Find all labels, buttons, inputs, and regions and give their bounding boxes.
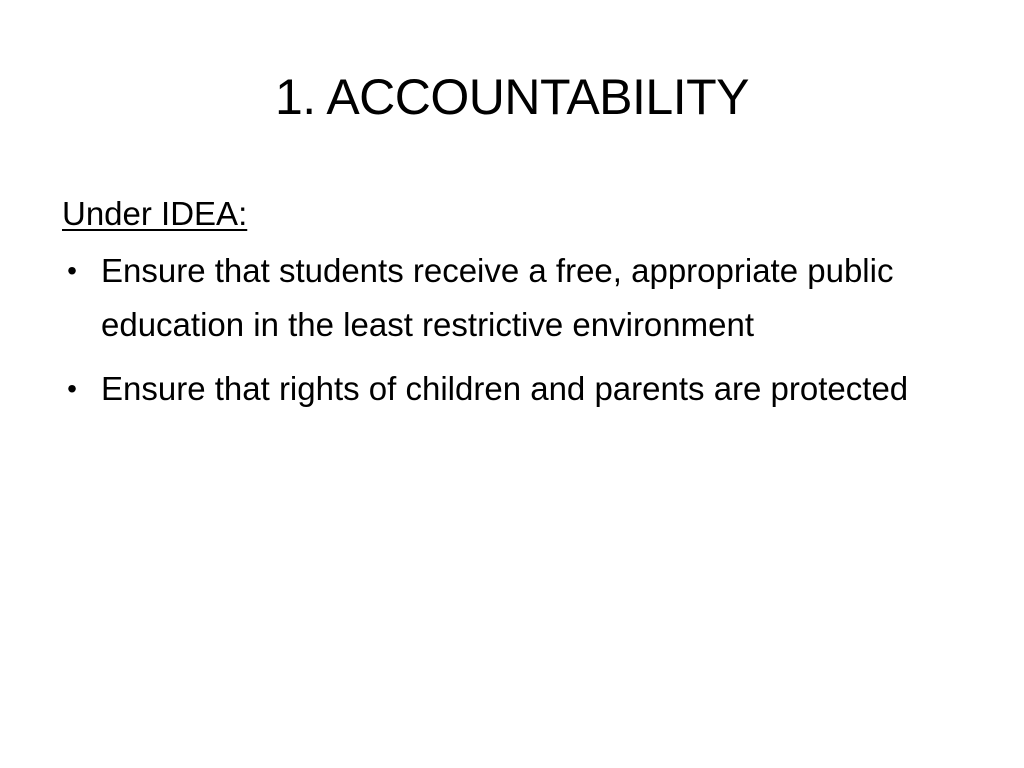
bullet-icon: •	[67, 373, 77, 404]
bullet-item	[62, 244, 962, 352]
slide-title: 1. ACCOUNTABILITY	[274, 69, 750, 125]
bullet-item	[62, 362, 962, 416]
bullet-icon: •	[67, 255, 77, 286]
slide-body	[62, 190, 962, 426]
section-heading: Under IDEA:	[62, 195, 248, 232]
bullet-text: Ensure that rights of children and parents are protected	[101, 370, 909, 407]
bullet-list	[62, 244, 962, 416]
bullet-text: Ensure that students receive a free, appropriate public education in the least restrictive environment	[101, 252, 894, 343]
